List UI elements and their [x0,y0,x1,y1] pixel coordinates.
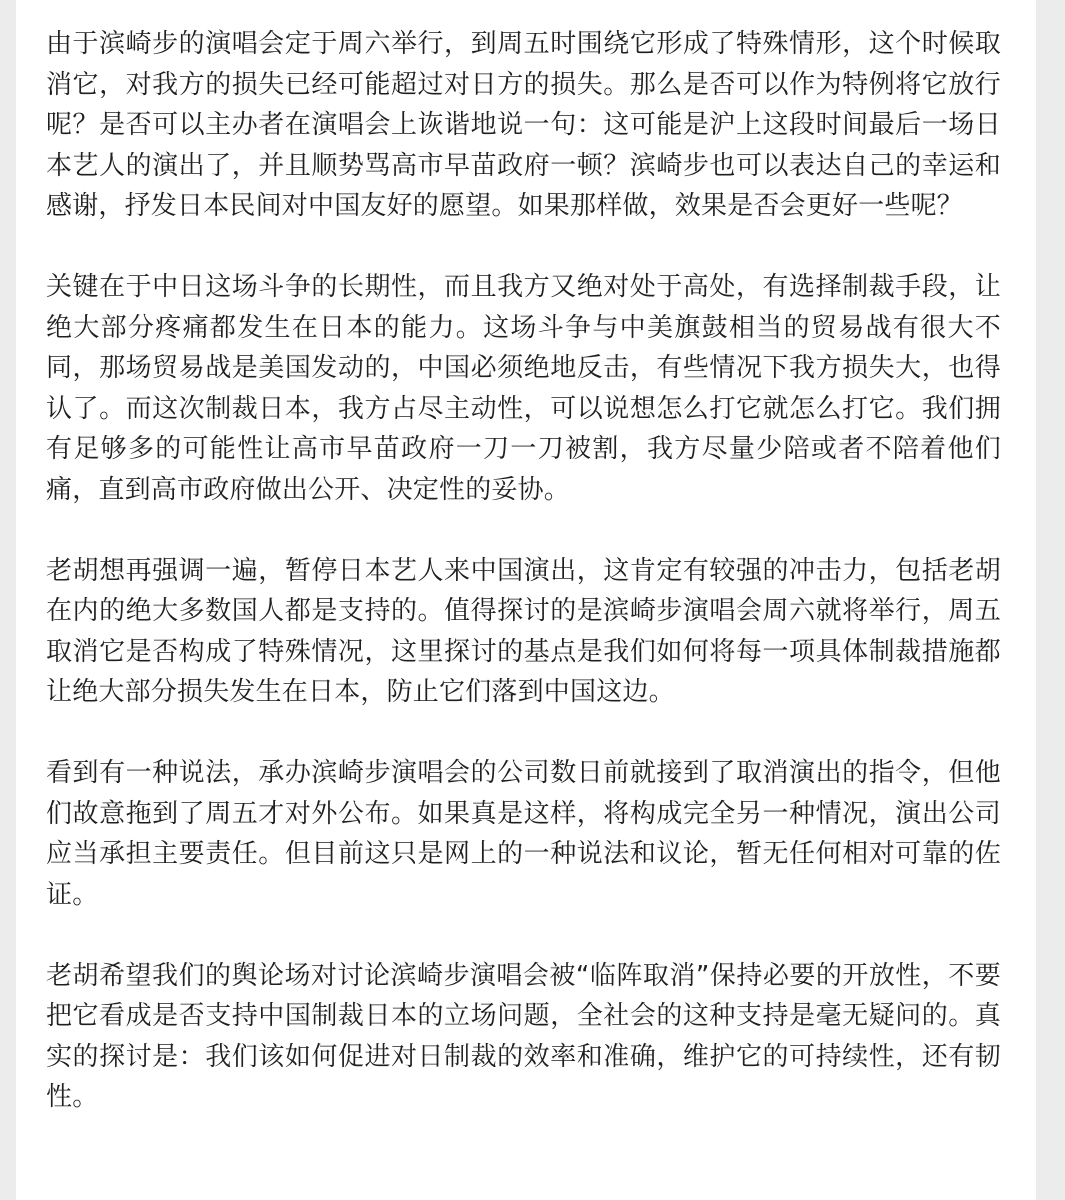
article-page [16,0,1036,1200]
article-paragraph-1: 由于滨崎步的演唱会定于周六举行，到周五时围绕它形成了特殊情形，这个时候取消它，对我方的损失已经可能超过对日方的损失。那么是否可以作为特例将它放行呢？是否可以主办者在演唱会上诙谐地说一句：这可能是沪上这段时间最后一场日本艺人的演出了，并且顺势骂高市早苗政府一顿？滨崎步也可以表达自己的幸运和感谢，抒发日本民间对中国友好的愿望。如果那样做，效果是否会更好一些呢？ [46,29,1001,221]
article-paragraph-4: 看到有一种说法，承办滨崎步演唱会的公司数日前就接到了取消演出的指令，但他们故意拖到了周五才对外公布。如果真是这样，将构成完全另一种情况，演出公司应当承担主要责任。但目前这只是网上的一种说法和议论，暂无任何相对可靠的佐证。 [46,758,1001,910]
article-paragraph-3: 老胡想再强调一遍，暂停日本艺人来中国演出，这肯定有较强的冲击力，包括老胡在内的绝大多数国人都是支持的。值得探讨的是滨崎步演唱会周六就将举行，周五取消它是否构成了特殊情况，这里探讨的基点是我们如何将每一项具体制裁措施都让绝大部分损失发生在日本，防止它们落到中国这边。 [46,555,1001,707]
article-body [46,24,1001,1158]
article-paragraph-5: 老胡希望我们的舆论场对讨论滨崎步演唱会被“临阵取消”保持必要的开放性，不要把它看成是否支持中国制裁日本的立场问题，全社会的这种支持是毫无疑问的。真实的探讨是：我们该如何促进对日制裁的效率和准确，维护它的可持续性，还有韧性。 [46,960,1001,1112]
article-paragraph-2: 关键在于中日这场斗争的长期性，而且我方又绝对处于高处，有选择制裁手段，让绝大部分疼痛都发生在日本的能力。这场斗争与中美旗鼓相当的贸易战有很大不同，那场贸易战是美国发动的，中国必须绝地反击，有些情况下我方损失大，也得认了。而这次制裁日本，我方占尽主动性，可以说想怎么打它就怎么打它。我们拥有足够多的可能性让高市早苗政府一刀一刀被割，我方尽量少陪或者不陪着他们痛，直到高市政府做出公开、决定性的妥协。 [46,272,1001,505]
